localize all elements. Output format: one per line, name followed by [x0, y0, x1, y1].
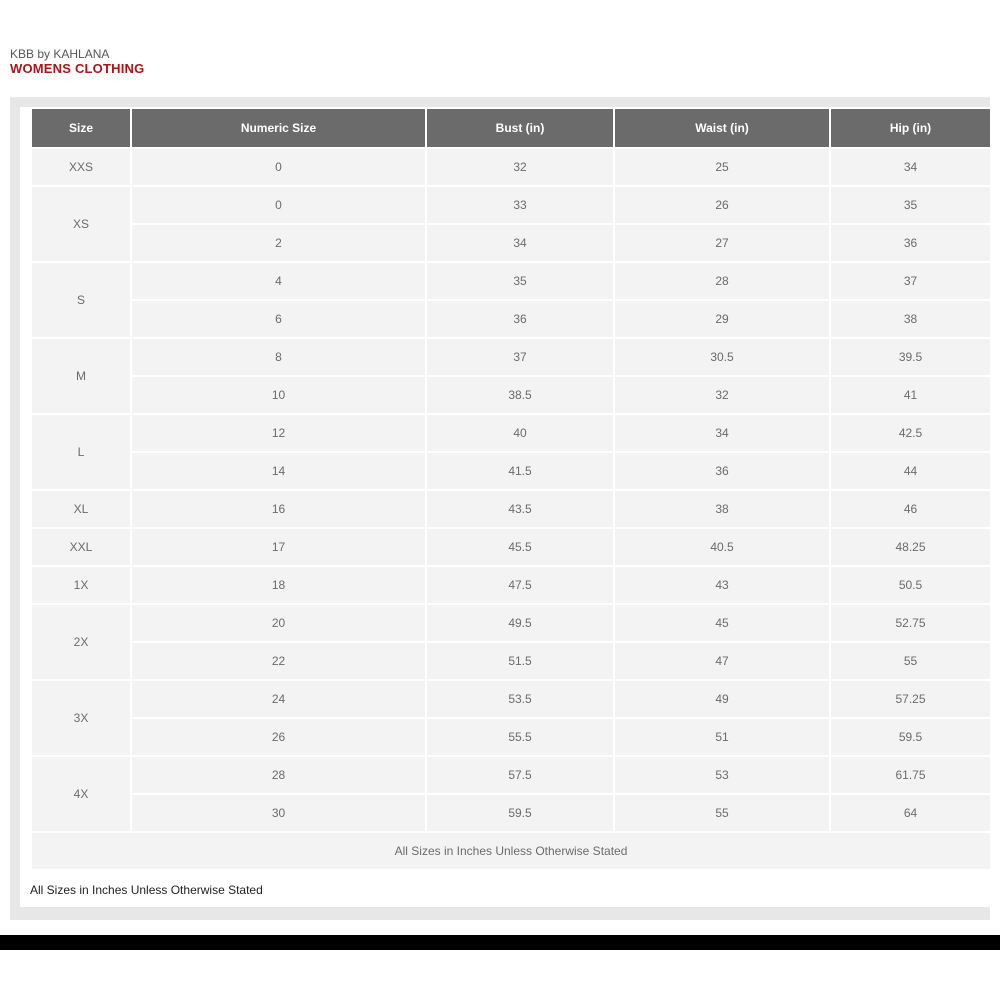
size-cell: L — [31, 414, 131, 490]
numeric-cell: 12 — [131, 414, 426, 452]
hip-cell: 52.75 — [830, 604, 991, 642]
hip-cell: 35 — [830, 186, 991, 224]
table-row — [31, 338, 991, 376]
table-row — [31, 300, 991, 338]
size-cell: S — [31, 262, 131, 338]
table-note: All Sizes in Inches Unless Otherwise Stated — [31, 832, 991, 870]
hip-cell: 41 — [830, 376, 991, 414]
numeric-cell: 0 — [131, 186, 426, 224]
hip-cell: 37 — [830, 262, 991, 300]
waist-cell: 25 — [614, 148, 830, 186]
waist-cell: 43 — [614, 566, 830, 604]
table-row — [31, 452, 991, 490]
hip-cell: 42.5 — [830, 414, 991, 452]
numeric-cell: 4 — [131, 262, 426, 300]
table-row — [31, 756, 991, 794]
brand-block — [10, 47, 144, 77]
hip-cell: 48.25 — [830, 528, 991, 566]
table-row — [31, 604, 991, 642]
hip-cell: 34 — [830, 148, 991, 186]
table-row — [31, 794, 991, 832]
bust-cell: 35 — [426, 262, 614, 300]
bust-cell: 37 — [426, 338, 614, 376]
waist-cell: 34 — [614, 414, 830, 452]
hip-cell: 46 — [830, 490, 991, 528]
numeric-cell: 30 — [131, 794, 426, 832]
size-chart-inner — [20, 107, 990, 907]
column-header-bust: Bust (in) — [426, 108, 614, 148]
bust-cell: 32 — [426, 148, 614, 186]
waist-cell: 40.5 — [614, 528, 830, 566]
table-row — [31, 148, 991, 186]
size-cell: 4X — [31, 756, 131, 832]
table-row — [31, 224, 991, 262]
waist-cell: 28 — [614, 262, 830, 300]
waist-cell: 29 — [614, 300, 830, 338]
bust-cell: 33 — [426, 186, 614, 224]
table-note-row — [31, 832, 991, 870]
bust-cell: 34 — [426, 224, 614, 262]
table-row — [31, 262, 991, 300]
numeric-cell: 16 — [131, 490, 426, 528]
numeric-cell: 20 — [131, 604, 426, 642]
numeric-cell: 28 — [131, 756, 426, 794]
waist-cell: 30.5 — [614, 338, 830, 376]
bust-cell: 36 — [426, 300, 614, 338]
bust-cell: 40 — [426, 414, 614, 452]
bust-cell: 45.5 — [426, 528, 614, 566]
hip-cell: 44 — [830, 452, 991, 490]
waist-cell: 45 — [614, 604, 830, 642]
bust-cell: 38.5 — [426, 376, 614, 414]
bust-cell: 47.5 — [426, 566, 614, 604]
waist-cell: 27 — [614, 224, 830, 262]
bottom-bar — [0, 935, 1000, 950]
numeric-cell: 24 — [131, 680, 426, 718]
numeric-cell: 2 — [131, 224, 426, 262]
waist-cell: 26 — [614, 186, 830, 224]
waist-cell: 47 — [614, 642, 830, 680]
table-row — [31, 414, 991, 452]
waist-cell: 55 — [614, 794, 830, 832]
waist-cell: 49 — [614, 680, 830, 718]
brand-name: KBB by KAHLANA — [10, 47, 110, 61]
table-header-row — [31, 108, 991, 148]
hip-cell: 38 — [830, 300, 991, 338]
table-row — [31, 490, 991, 528]
bust-cell: 57.5 — [426, 756, 614, 794]
numeric-cell: 14 — [131, 452, 426, 490]
numeric-cell: 8 — [131, 338, 426, 376]
table-row — [31, 566, 991, 604]
size-cell: XS — [31, 186, 131, 262]
bust-cell: 41.5 — [426, 452, 614, 490]
table-row — [31, 528, 991, 566]
size-chart-panel — [10, 97, 990, 920]
waist-cell: 36 — [614, 452, 830, 490]
column-header-numeric-size: Numeric Size — [131, 108, 426, 148]
column-header-hip: Hip (in) — [830, 108, 991, 148]
bust-cell: 55.5 — [426, 718, 614, 756]
bust-cell: 51.5 — [426, 642, 614, 680]
table-row — [31, 680, 991, 718]
waist-cell: 51 — [614, 718, 830, 756]
table-row — [31, 718, 991, 756]
column-header-waist: Waist (in) — [614, 108, 830, 148]
waist-cell: 53 — [614, 756, 830, 794]
numeric-cell: 26 — [131, 718, 426, 756]
size-cell: XXS — [31, 148, 131, 186]
hip-cell: 36 — [830, 224, 991, 262]
bust-cell: 43.5 — [426, 490, 614, 528]
hip-cell: 57.25 — [830, 680, 991, 718]
hip-cell: 59.5 — [830, 718, 991, 756]
waist-cell: 32 — [614, 376, 830, 414]
table-row — [31, 186, 991, 224]
size-cell: 2X — [31, 604, 131, 680]
bust-cell: 49.5 — [426, 604, 614, 642]
size-chart-table — [30, 107, 992, 871]
hip-cell: 50.5 — [830, 566, 991, 604]
numeric-cell: 0 — [131, 148, 426, 186]
hip-cell: 39.5 — [830, 338, 991, 376]
column-header-size: Size — [31, 108, 131, 148]
table-row — [31, 376, 991, 414]
numeric-cell: 6 — [131, 300, 426, 338]
size-cell: XL — [31, 490, 131, 528]
bust-cell: 59.5 — [426, 794, 614, 832]
hip-cell: 61.75 — [830, 756, 991, 794]
footer-note: All Sizes in Inches Unless Otherwise Stated — [30, 883, 263, 897]
size-cell: XXL — [31, 528, 131, 566]
numeric-cell: 10 — [131, 376, 426, 414]
waist-cell: 38 — [614, 490, 830, 528]
hip-cell: 55 — [830, 642, 991, 680]
numeric-cell: 18 — [131, 566, 426, 604]
category-title: WOMENS CLOTHING — [10, 61, 145, 76]
table-row — [31, 642, 991, 680]
size-cell: M — [31, 338, 131, 414]
numeric-cell: 17 — [131, 528, 426, 566]
table-body — [31, 148, 991, 870]
numeric-cell: 22 — [131, 642, 426, 680]
size-cell: 3X — [31, 680, 131, 756]
size-cell: 1X — [31, 566, 131, 604]
hip-cell: 64 — [830, 794, 991, 832]
bust-cell: 53.5 — [426, 680, 614, 718]
